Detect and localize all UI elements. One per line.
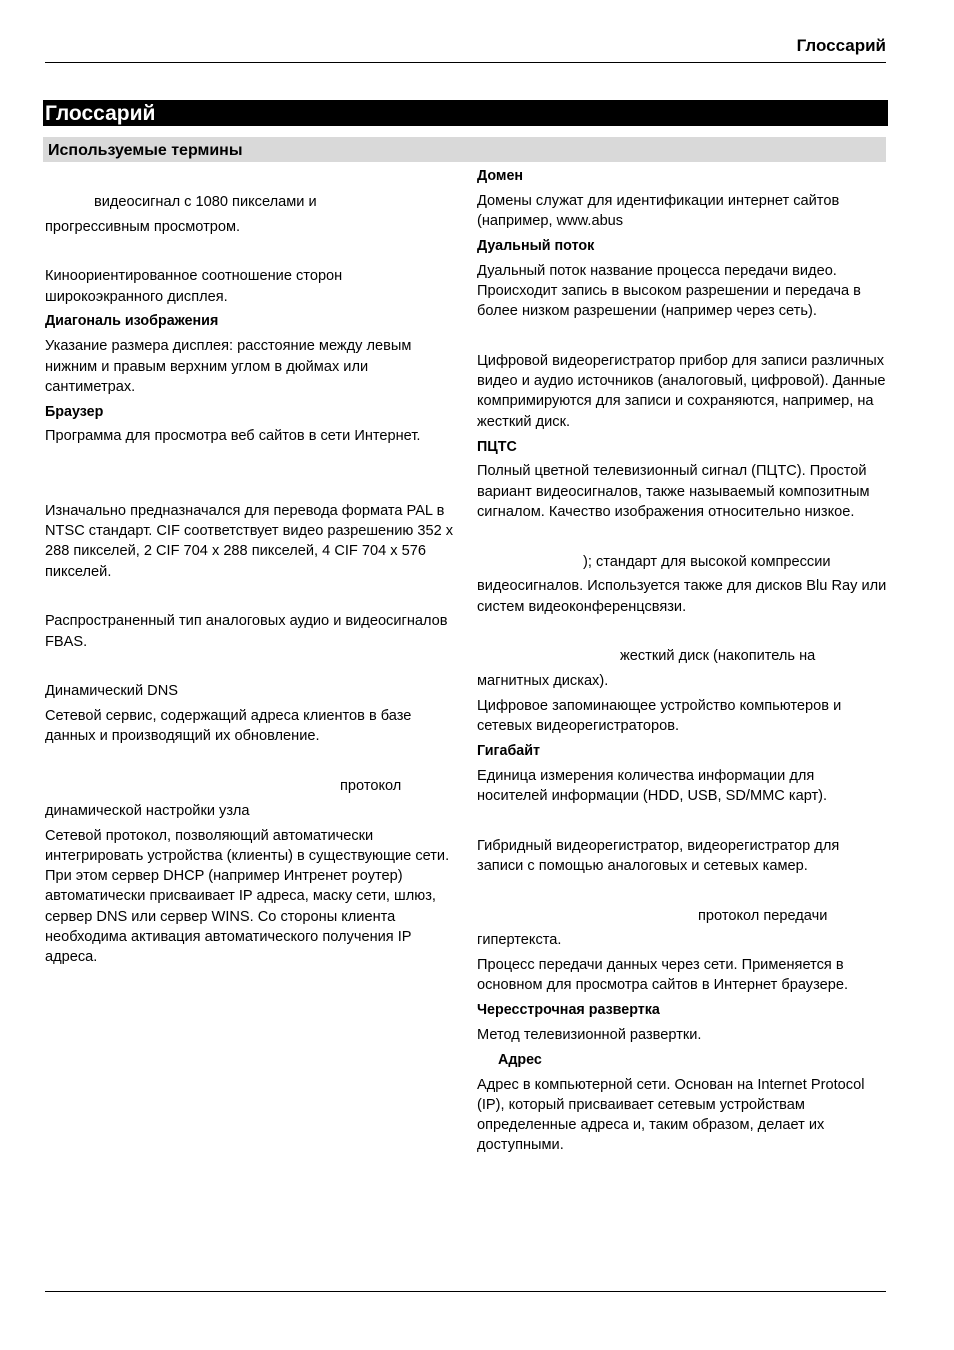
section-heading: Используемые термины (43, 137, 886, 162)
spacer (45, 656, 455, 676)
top-rule (45, 62, 886, 63)
spacer (477, 881, 887, 901)
glossary-definition: магнитных дисках). (477, 673, 609, 690)
glossary-term: Диагональ изображения (45, 313, 219, 330)
glossary-definition: жесткий диск (накопитель на (620, 648, 816, 665)
glossary-definition: Гибридный видеорегистратор, видеорегистратор для записи с помощью аналоговых и сетевых камер. (477, 837, 840, 874)
glossary-definition: протокол (340, 777, 402, 794)
bottom-rule (45, 1291, 886, 1292)
spacer (45, 451, 455, 471)
glossary-term: Гигабайт (477, 742, 541, 759)
glossary-definition: Единица измерения количества информации для носителей информации (HDD, USB, SD/MMC карт). (477, 767, 828, 805)
glossary-definition: Киноориентированное соотношение сторон широкоэкранного дисплея. (45, 268, 343, 305)
glossary-right-column (477, 166, 887, 1160)
spacer (45, 751, 455, 771)
glossary-term: Адрес (498, 1051, 542, 1068)
spacer (477, 811, 887, 831)
glossary-definition: Указание размера дисплея: расстояние между левым нижним и правым верхним углом в дюймах или сантиметрах. (45, 338, 412, 395)
glossary-definition: ); стандарт для высокой компрессии (583, 553, 831, 570)
glossary-term: Дуальный поток (477, 237, 595, 254)
glossary-definition: Домены служат для идентификации интернет сайтов (например, www.abus (477, 192, 840, 230)
glossary-definition: Цифровой видеорегистратор прибор для записи различных видео и аудио источников (аналоговый, цифровой). Данные компримируются для записи и сохраняются, например, на жесткий диск. (477, 352, 886, 430)
glossary-definition: протокол передачи (698, 907, 828, 924)
spacer (45, 476, 455, 496)
glossary-definition: прогрессивным просмотром. (45, 218, 241, 235)
spacer (477, 527, 887, 547)
spacer (477, 326, 887, 346)
glossary-term: Чересстрочная развертка (477, 1002, 660, 1019)
glossary-definition: Распространенный тип аналоговых аудио и видеосигналов FBAS. (45, 613, 448, 650)
glossary-definition: динамической настройки узла (45, 802, 250, 819)
page-title: Глоссарий (43, 100, 888, 126)
glossary-term: ПЦТС (477, 438, 517, 455)
spacer (45, 242, 455, 262)
glossary-definition: видеосигнал с 1080 пикселами и (94, 194, 317, 210)
glossary-definition: Полный цветной телевизионный сигнал (ПЦТС). Простой вариант видеосигналов, также называемый композитным сигналом. Качество изображения относительно низкое. (477, 463, 870, 520)
glossary-definition: Программа для просмотра веб сайтов в сети Интернет. (45, 428, 421, 445)
glossary-definition: Дуальный поток название процесса передачи видео. Происходит запись в высоком разрешении и передача в более низком разрешении (например через сеть). (477, 262, 861, 320)
spacer (477, 621, 887, 641)
glossary-definition: Динамический DNS (45, 683, 178, 700)
glossary-term: Браузер (45, 403, 104, 420)
glossary-definition: Изначально предназначался для перевода формата PAL в NTSC стандарт. CIF соответствует видео разрешению 352 x 288 пикселей, 2 CIF 704 x 288 пикселей, 4 CIF 704 x 576 пикселей. (45, 502, 454, 580)
glossary-left-column (45, 192, 455, 972)
glossary-definition: гипертекста. (477, 932, 562, 949)
glossary-definition: Метод телевизионной развертки. (477, 1026, 702, 1043)
glossary-definition: Сетевой сервис, содержащий адреса клиентов в базе данных и производящий их обновление. (45, 708, 412, 745)
glossary-definition: Адрес в компьютерной сети. Основан на Internet Protocol (IP), который присваивает сетевым устройствам определенные адреса и, таким образом, делает их доступными. (477, 1076, 865, 1154)
glossary-definition: Цифровое запоминающее устройство компьютеров и сетевых видеорегистраторов. (477, 697, 842, 735)
glossary-term: Домен (477, 168, 524, 184)
glossary-definition: видеосигналов. Используется также для дисков Blu Ray или систем видеоконференцсвязи. (477, 578, 887, 615)
glossary-definition: Сетевой протокол, позволяющий автоматически интегрировать устройства (клиенты) в существующие сети. При этом сервер DHCP (например Интренет роутер) автоматически присваивает IP адреса, маску сети, шлюз, сервер DNS или сервер WINS. Со стороны клиента необходима активация автоматического получения IP адреса. (45, 827, 450, 966)
running-header: Глоссарий (796, 36, 886, 55)
glossary-definition: Процесс передачи данных через сети. Применяется в основном для просмотра сайтов в Интернет браузере. (477, 957, 849, 994)
spacer (45, 587, 455, 607)
